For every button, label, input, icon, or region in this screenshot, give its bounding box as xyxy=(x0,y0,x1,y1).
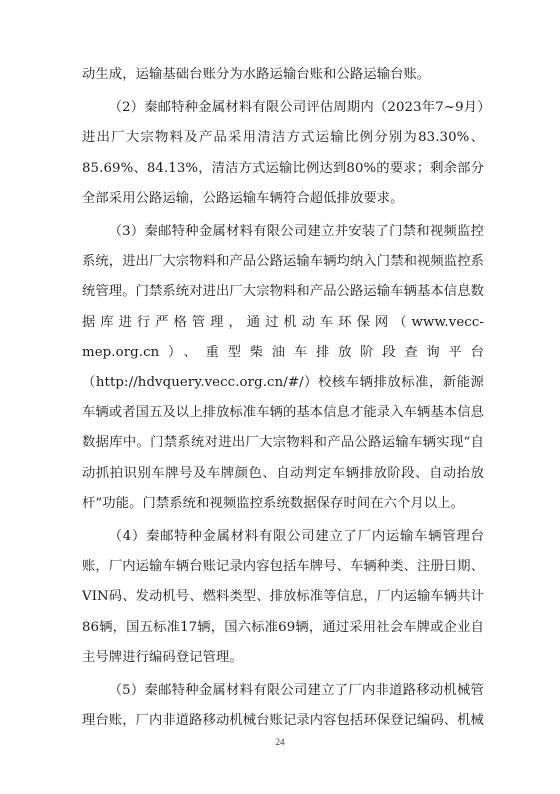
paragraph-plant-vehicle-ledger: （4）秦邮特种金属材料有限公司建立了厂内运输车辆管理台账，厂内运输车辆台账记录内容包括车牌号、车辆种类、注册日期、VIN码、发动机号、燃料类型、排放标准等信息，厂内运输车辆共计86辆，国五标准17辆，国六标准69辆，通过采用社会车牌或企业自主号牌进行编码登记管理。 xyxy=(82,529,484,665)
paragraph-gate-video-system: （3）秦邮特种金属材料有限公司建立并安装了门禁和视频监控系统，进出厂大宗物料和产品公路运输车辆均纳入门禁和视频监控系统管理。门禁系统对进出厂大宗物料和产品公路运输车辆基本信息数据库进行严格管理，通过机动车环保网（www.vecc-mep.org.cn）、重型柴油车排放阶段查询平台（http://hdvquery.vecc.org.cn/#/）校核车辆排放标准，新能源车辆或者国五及以上排放标准车辆的基本信息才能录入车辆基本信息数据库中。门禁系统对进出厂大宗物料和产品公路运输车辆实现“自动抓拍识别车牌号及车牌颜色、自动判定车辆排放阶段、自动抬放杆”功能。门禁系统和视频监控系统数据保存时间在六个月以上。 xyxy=(82,224,484,511)
paragraph-clean-transport-ratio: （2）秦邮特种金属材料有限公司评估周期内（2023年7~9月）进出厂大宗物料及产品采用清洁方式运输比例分别为83.30%、85.69%、84.13%，清洁方式运输比例达到80%的要求；剩余部分全部采用公路运输，公路运输车辆符合超低排放要求。 xyxy=(82,100,484,206)
document-body xyxy=(82,60,484,739)
paragraph-nonroad-machinery-ledger: （5）秦邮特种金属材料有限公司建立了厂内非道路移动机械管理台账，厂内非道路移动机械台账记录内容包括环保登记编码、机械 xyxy=(82,683,484,729)
page-number: 24 xyxy=(275,737,285,747)
paragraph-continuation: 动生成，运输基础台账分为水路运输台账和公路运输台账。 xyxy=(82,67,431,82)
